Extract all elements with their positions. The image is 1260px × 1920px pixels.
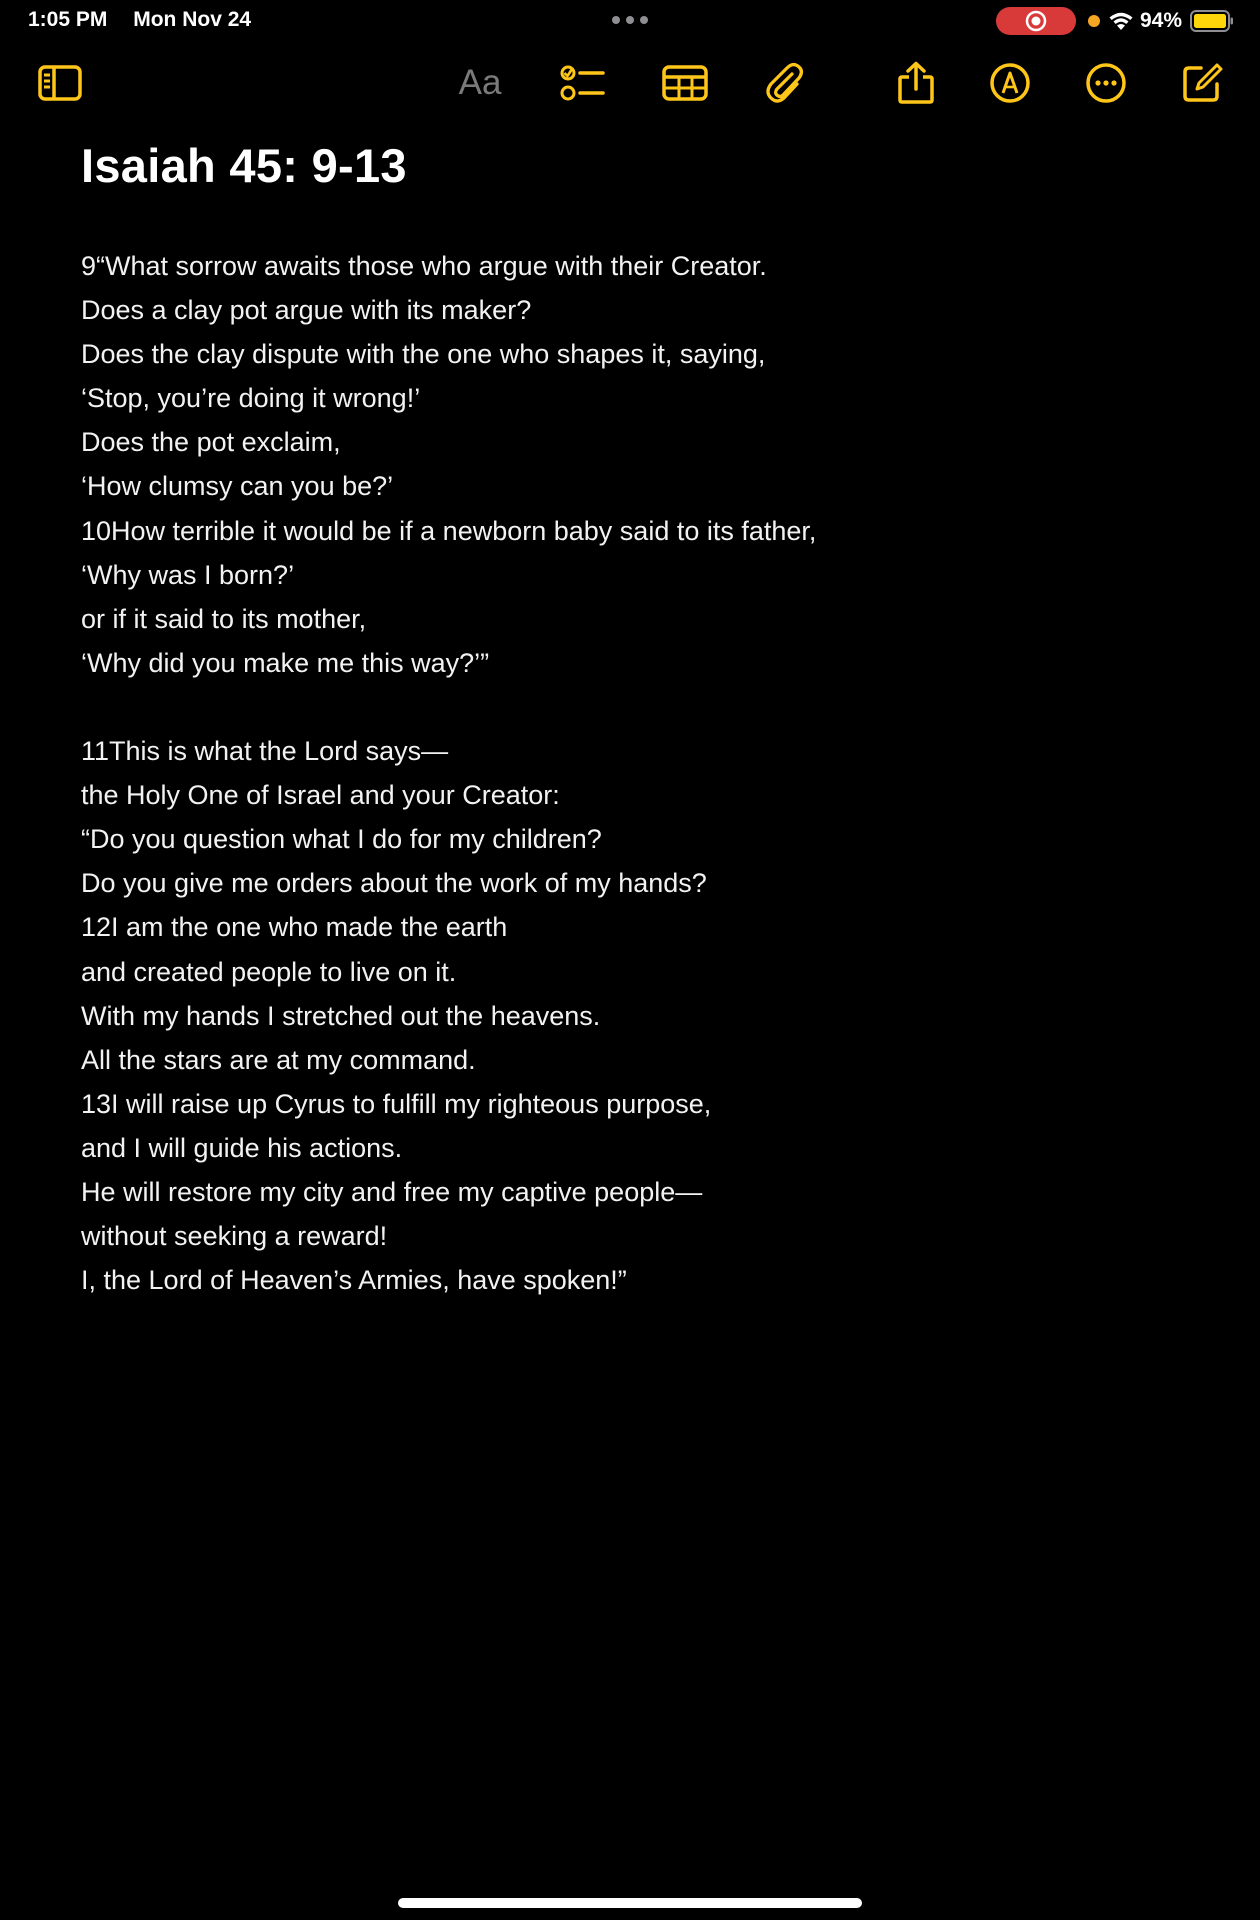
note-line[interactable]: Does the clay dispute with the one who shapes it, saying,: [81, 339, 766, 370]
note-title[interactable]: Isaiah 45: 9-13: [81, 139, 407, 192]
status-bar: [0, 0, 1260, 40]
checklist-icon: [560, 63, 606, 103]
note-line[interactable]: All the stars are at my command.: [81, 1044, 476, 1075]
note-text[interactable]: [81, 244, 1181, 1302]
sidebar-toggle-button[interactable]: [32, 55, 88, 111]
markup-icon: [989, 62, 1031, 104]
note-line[interactable]: 13I will raise up Cyrus to fulfill my righteous purpose,: [81, 1088, 712, 1119]
format-button[interactable]: [452, 55, 508, 111]
compose-icon: [1181, 62, 1223, 104]
markup-button[interactable]: [982, 55, 1038, 111]
share-icon: [897, 61, 935, 105]
status-right: [996, 6, 1234, 36]
note-line[interactable]: “Do you question what I do for my children?: [81, 824, 602, 855]
home-indicator[interactable]: [398, 1898, 862, 1908]
mic-indicator-dot: [1088, 15, 1100, 27]
battery-icon: [1190, 10, 1234, 32]
status-date: Mon Nov 24: [133, 8, 252, 31]
note-line[interactable]: I, the Lord of Heaven’s Armies, have spoken!”: [81, 1265, 627, 1296]
note-line[interactable]: ‘How clumsy can you be?’: [81, 471, 394, 502]
notes-toolbar: [0, 55, 1260, 111]
note-line[interactable]: Do you give me orders about the work of my hands?: [81, 868, 707, 899]
note-line[interactable]: ‘Stop, you’re doing it wrong!’: [81, 383, 421, 414]
note-line[interactable]: 10How terrible it would be if a newborn baby said to its father,: [81, 515, 817, 546]
note-line[interactable]: With my hands I stretched out the heavens.: [81, 1000, 601, 1031]
screen-record-icon[interactable]: [996, 7, 1076, 35]
more-button[interactable]: [1078, 55, 1134, 111]
note-line[interactable]: Does the pot exclaim,: [81, 427, 341, 458]
note-line[interactable]: 9“What sorrow awaits those who argue with their Creator.: [81, 251, 767, 281]
wifi-icon: [1108, 10, 1134, 32]
note-line[interactable]: 11This is what the Lord says—: [81, 736, 449, 767]
note-line[interactable]: He will restore my city and free my captive people—: [81, 1176, 703, 1207]
note-line[interactable]: Does a clay pot argue with its maker?: [81, 295, 532, 326]
table-icon: [662, 65, 708, 101]
blank-line[interactable]: [81, 685, 1181, 729]
checklist-button[interactable]: [555, 55, 611, 111]
note-line[interactable]: ‘Why did you make me this way?’”: [81, 647, 490, 678]
attachment-button[interactable]: [756, 55, 812, 111]
note-line[interactable]: ‘Why was I born?’: [81, 559, 295, 590]
status-time: 1:05 PM: [28, 8, 108, 31]
format-icon: Aa: [458, 63, 502, 102]
sidebar-icon: [38, 65, 82, 101]
note-line[interactable]: and I will guide his actions.: [81, 1132, 403, 1163]
note-line[interactable]: without seeking a reward!: [81, 1221, 388, 1252]
attachment-icon: [764, 62, 804, 104]
note-line[interactable]: and created people to live on it.: [81, 956, 457, 987]
more-icon: [1085, 62, 1127, 104]
multitask-dots-icon[interactable]: [611, 14, 649, 26]
note-line[interactable]: or if it said to its mother,: [81, 603, 367, 634]
note-line[interactable]: the Holy One of Israel and your Creator:: [81, 780, 560, 811]
compose-button[interactable]: [1174, 55, 1230, 111]
table-button[interactable]: [657, 55, 713, 111]
note-line[interactable]: 12I am the one who made the earth: [81, 912, 508, 943]
status-left: [28, 8, 271, 32]
battery-percent: 94%: [1139, 9, 1182, 32]
share-button[interactable]: [888, 55, 944, 111]
note-body[interactable]: [81, 136, 1181, 1302]
